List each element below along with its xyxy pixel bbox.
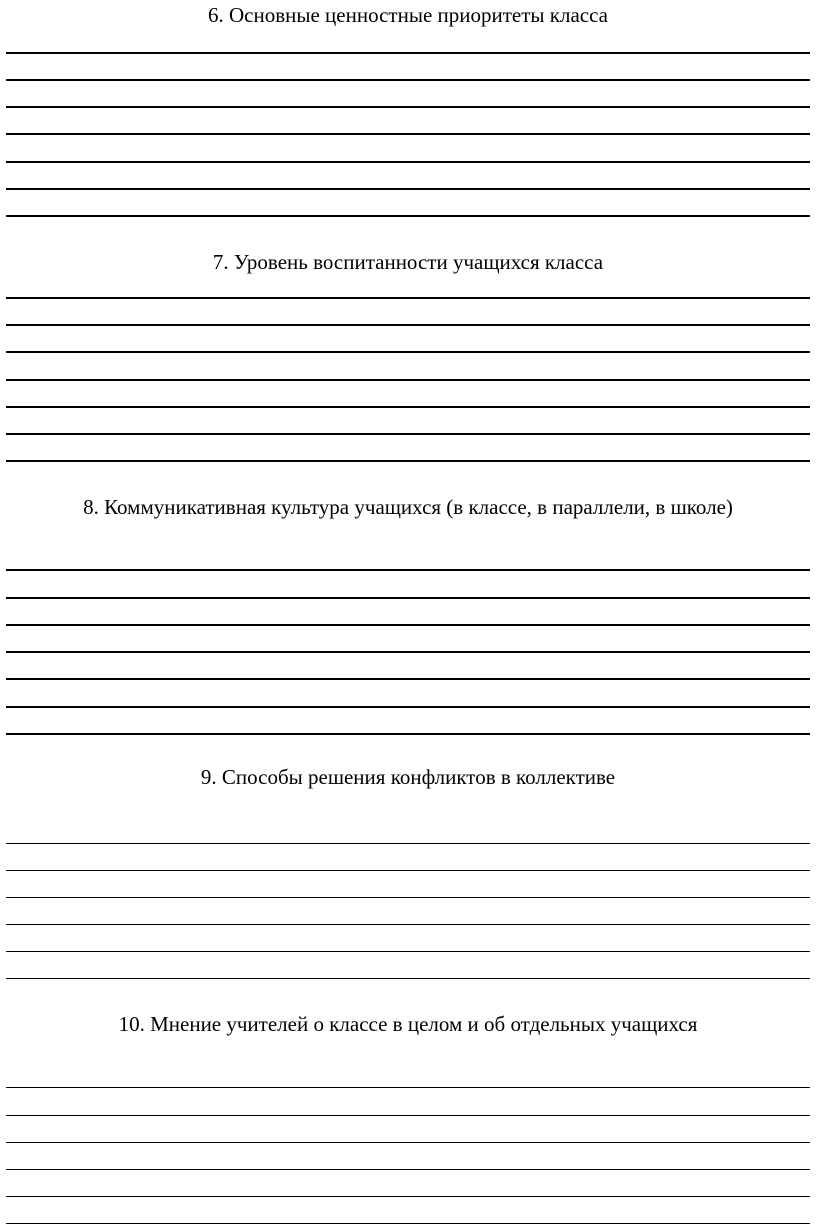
section-9-heading: 9. Способы решения конфликтов в коллективе [200, 765, 616, 789]
answer-line[interactable] [6, 870, 810, 871]
answer-line[interactable] [6, 978, 810, 979]
answer-line[interactable] [6, 297, 810, 299]
answer-line[interactable] [6, 188, 810, 190]
answer-line[interactable] [6, 678, 810, 680]
answer-line[interactable] [6, 1087, 810, 1088]
answer-line[interactable] [6, 924, 810, 925]
answer-line[interactable] [6, 133, 810, 135]
answer-line[interactable] [6, 433, 810, 435]
answer-line[interactable] [6, 351, 810, 353]
answer-line[interactable] [6, 106, 810, 108]
answer-line[interactable] [6, 52, 810, 54]
answer-line[interactable] [6, 1169, 810, 1170]
answer-line[interactable] [6, 1223, 810, 1224]
answer-line[interactable] [6, 460, 810, 462]
answer-line[interactable] [6, 706, 810, 708]
answer-line[interactable] [6, 1142, 810, 1143]
answer-line[interactable] [6, 897, 810, 898]
answer-line[interactable] [6, 951, 810, 952]
answer-line[interactable] [6, 215, 810, 217]
section-8-heading: 8. Коммуникативная культура учащихся (в классе, в параллели, в школе) [83, 495, 733, 519]
section-6-heading: 6. Основные ценностные приоритеты класса [207, 3, 608, 27]
answer-line[interactable] [6, 406, 810, 408]
answer-line[interactable] [6, 569, 810, 571]
answer-line[interactable] [6, 1196, 810, 1197]
answer-line[interactable] [6, 79, 810, 81]
answer-line[interactable] [6, 843, 810, 844]
answer-line[interactable] [6, 324, 810, 326]
answer-line[interactable] [6, 161, 810, 163]
answer-line[interactable] [6, 733, 810, 735]
section-7-heading: 7. Уровень воспитанности учащихся класса [212, 250, 604, 274]
answer-line[interactable] [6, 624, 810, 626]
answer-line[interactable] [6, 651, 810, 653]
answer-line[interactable] [6, 597, 810, 599]
answer-line[interactable] [6, 1115, 810, 1116]
section-10-heading: 10. Мнение учителей о классе в целом и об отдельных учащихся [118, 1012, 698, 1036]
answer-line[interactable] [6, 379, 810, 381]
